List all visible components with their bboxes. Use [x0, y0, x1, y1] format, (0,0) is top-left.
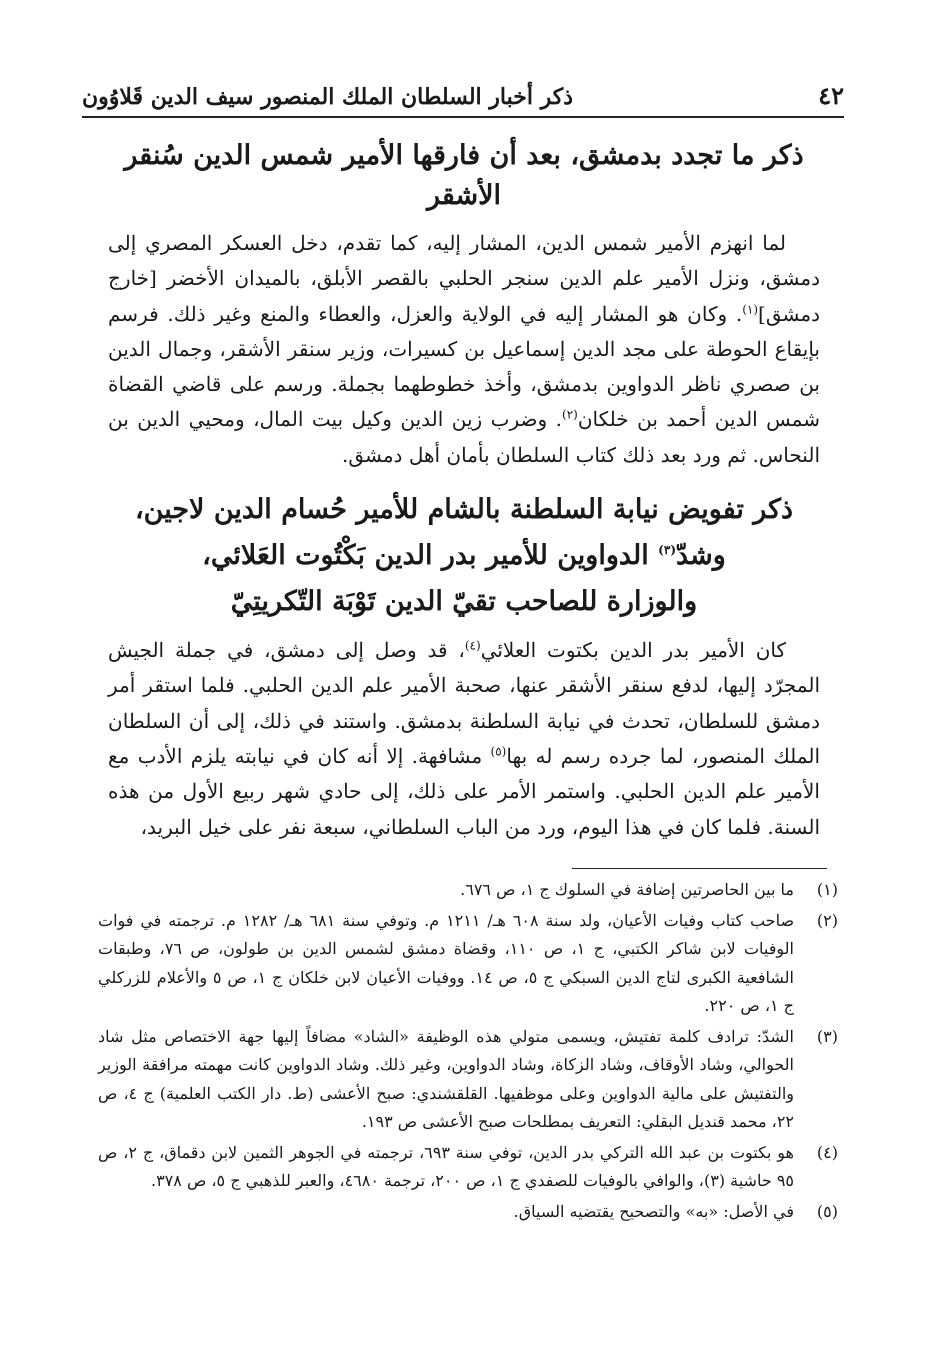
section-2-paragraph [108, 633, 820, 845]
footnote-ref-4[interactable]: (٤) [464, 638, 481, 653]
paragraph-text: لما انهزم الأمير شمس الدين، المشار إليه، كما تقدم، دخل العسكر المصري إلى دمشق، ونزل الأمير علم الدين سنجر الحلبي بالقصر الأبلق، بالميدان الأخضر [خارج دمشق] [108, 231, 820, 326]
footnote-text: الشدّ: ترادف كلمة تفتيش، ويسمى متولي هذه الوظيفة «الشاد» مضافاً إليها جهة الاختصاص مثل شاد الحوالي، وشاد الأوقاف، وشاد الزكاة، وشاد الدواوين، وغير ذلك. وشاد الدواوين كانت مهمته مرافقة الوزير والتفتيش على مالية الدواوين وعلى موظفيها. القلقشندي: صبح الأعشى (ط. دار الكتب العلمية) ج ٤، ص ٢٢، محمد قنديل البقلي: التعريف بمطلحات صبح الأعشى ص ١٩٣. [98, 1026, 795, 1131]
footnote-number: (٥) [816, 1201, 838, 1221]
paragraph-text: . وكان هو المشار إليه في الولاية والعزل، والعطاء والمنع وغير ذلك. فرسم بإيقاع الحوطة على مجد الدين إسماعيل بن كسيرات، وزير سنقر الأشقر، وجمال الدين بن صصري ناظر الدواوين بدمشق، وأخذ خطوطهما بجملة. ورسم على قاضي القضاة شمس الدين أحمد بن خلكان [108, 301, 821, 432]
section-heading-2 [108, 487, 820, 625]
footnote-number: (١) [816, 880, 838, 899]
heading-text: الدواوين للأمير بدر الدين بَكْتُوت العَلائي، [202, 540, 659, 572]
footnote [98, 876, 838, 905]
main-content [108, 126, 820, 845]
footnote-number: (٤) [816, 1142, 838, 1162]
heading-line-2 [202, 540, 726, 571]
footnote-text: هو بكتوت بن عبد الله التركي بدر الدين، توفي سنة ٦٩٣، ترجمته في الجوهر الثمين لابن دقماق، ج ٢، ص ٩٥ حاشية (٣)، والوافي بالوفيات للصفدي ج ١، ص ٢٠٠، ترجمة ٤٦٨٠، والعبر للذهبي ج ٥، ص ٣٧٨. [98, 1142, 794, 1190]
footnote-text: في الأصل: «به» والتصحيح يقتضيه السياق. [513, 1201, 794, 1221]
footnote-number: (٣) [816, 1026, 838, 1046]
footnote-number: (٢) [816, 910, 838, 930]
footnote-ref-2[interactable]: (٢) [562, 407, 578, 422]
footnote-ref-3[interactable]: (٣) [658, 543, 676, 558]
footnote-text: صاحب كتاب وفيات الأعيان، ولد سنة ٦٠٨ هـ/ ١٢١١ م. وتوفي سنة ٦٨١ هـ/ ١٢٨٢ م. ترجمته في فوات الوفيات لابن شاكر الكتبي، ج ١، ص ١١٠، وقضاة دمشق لشمس الدين بن طولون، ص ٧٦، وطبقات الشافعية الكبرى لتاج الدين السبكي ج ٥، ص ١٤. ووفيات الأعيان لابن خلكان ج ١، ص ٥ والأعلام للزركلي ج ١، ص ٢٢٠. [98, 910, 795, 1015]
paragraph-text: . وضرب زين الدين وكيل بيت المال، ومحيي الدين بن النحاس. ثم ورد بعد ذلك كتاب السلطان بأمان أهل دمشق. [108, 407, 820, 467]
footnote-divider [572, 868, 827, 869]
page-header [82, 72, 844, 118]
footnote-text: ما بين الحاصرتين إضافة في السلوك ج ١، ص ٦٧٦. [460, 880, 794, 899]
footnotes [98, 876, 838, 1228]
footnote [98, 1023, 838, 1137]
footnote-ref-1[interactable]: (١) [742, 301, 759, 316]
footnote [98, 907, 838, 1021]
paragraph-text: مشافهة. إلا أنه كان في نيابته يلزم الأدب مع الأمير علم الدين الحلبي. واستمر الأمر على ذلك، إلى حادي شهر ربيع الأول من هذه السنة. فلما كان في هذا اليوم، ورد من الباب السلطاني، سبعة نفر على خيل البريد، [108, 743, 820, 839]
paragraph-text: ، قد وصل إلى دمشق، في جملة الجيش المجرّد إليها، لدفع سنقر الأشقر عنها، صحبة الأمير علم الدين الحلبي. فلما استقر أمر دمشق للسلطان، تحدث في نيابة السلطنة بدمشق. واستند في ذلك، إلى أن السلطان الملك المنصور، لما جرده رسم له بها [108, 638, 821, 768]
footnote [98, 1139, 838, 1196]
section-heading-1: ذكر ما تجدد بدمشق، بعد أن فارقها الأمير شمس الدين سُنقر الأشقر [124, 140, 804, 211]
heading-text: وشدّ [676, 540, 726, 572]
running-title: ذكر أخبار السلطان الملك المنصور سيف الدين قَلاوُون [82, 84, 574, 110]
heading-line-1: ذكر تفويض نيابة السلطنة بالشام للأمير حُسام الدين لاجين، [134, 494, 794, 526]
paragraph-text: كان الأمير بدر الدين بكتوت العلائي [480, 638, 786, 663]
heading-line-3: والوزارة للصاحب تقيّ الدين تَوْبَة التّكريتِيّ [230, 586, 698, 618]
footnote [98, 1198, 838, 1227]
page-number: ٤٢ [818, 81, 844, 110]
section-1-paragraph [108, 226, 820, 473]
footnote-ref-5[interactable]: (٥) [490, 744, 507, 759]
